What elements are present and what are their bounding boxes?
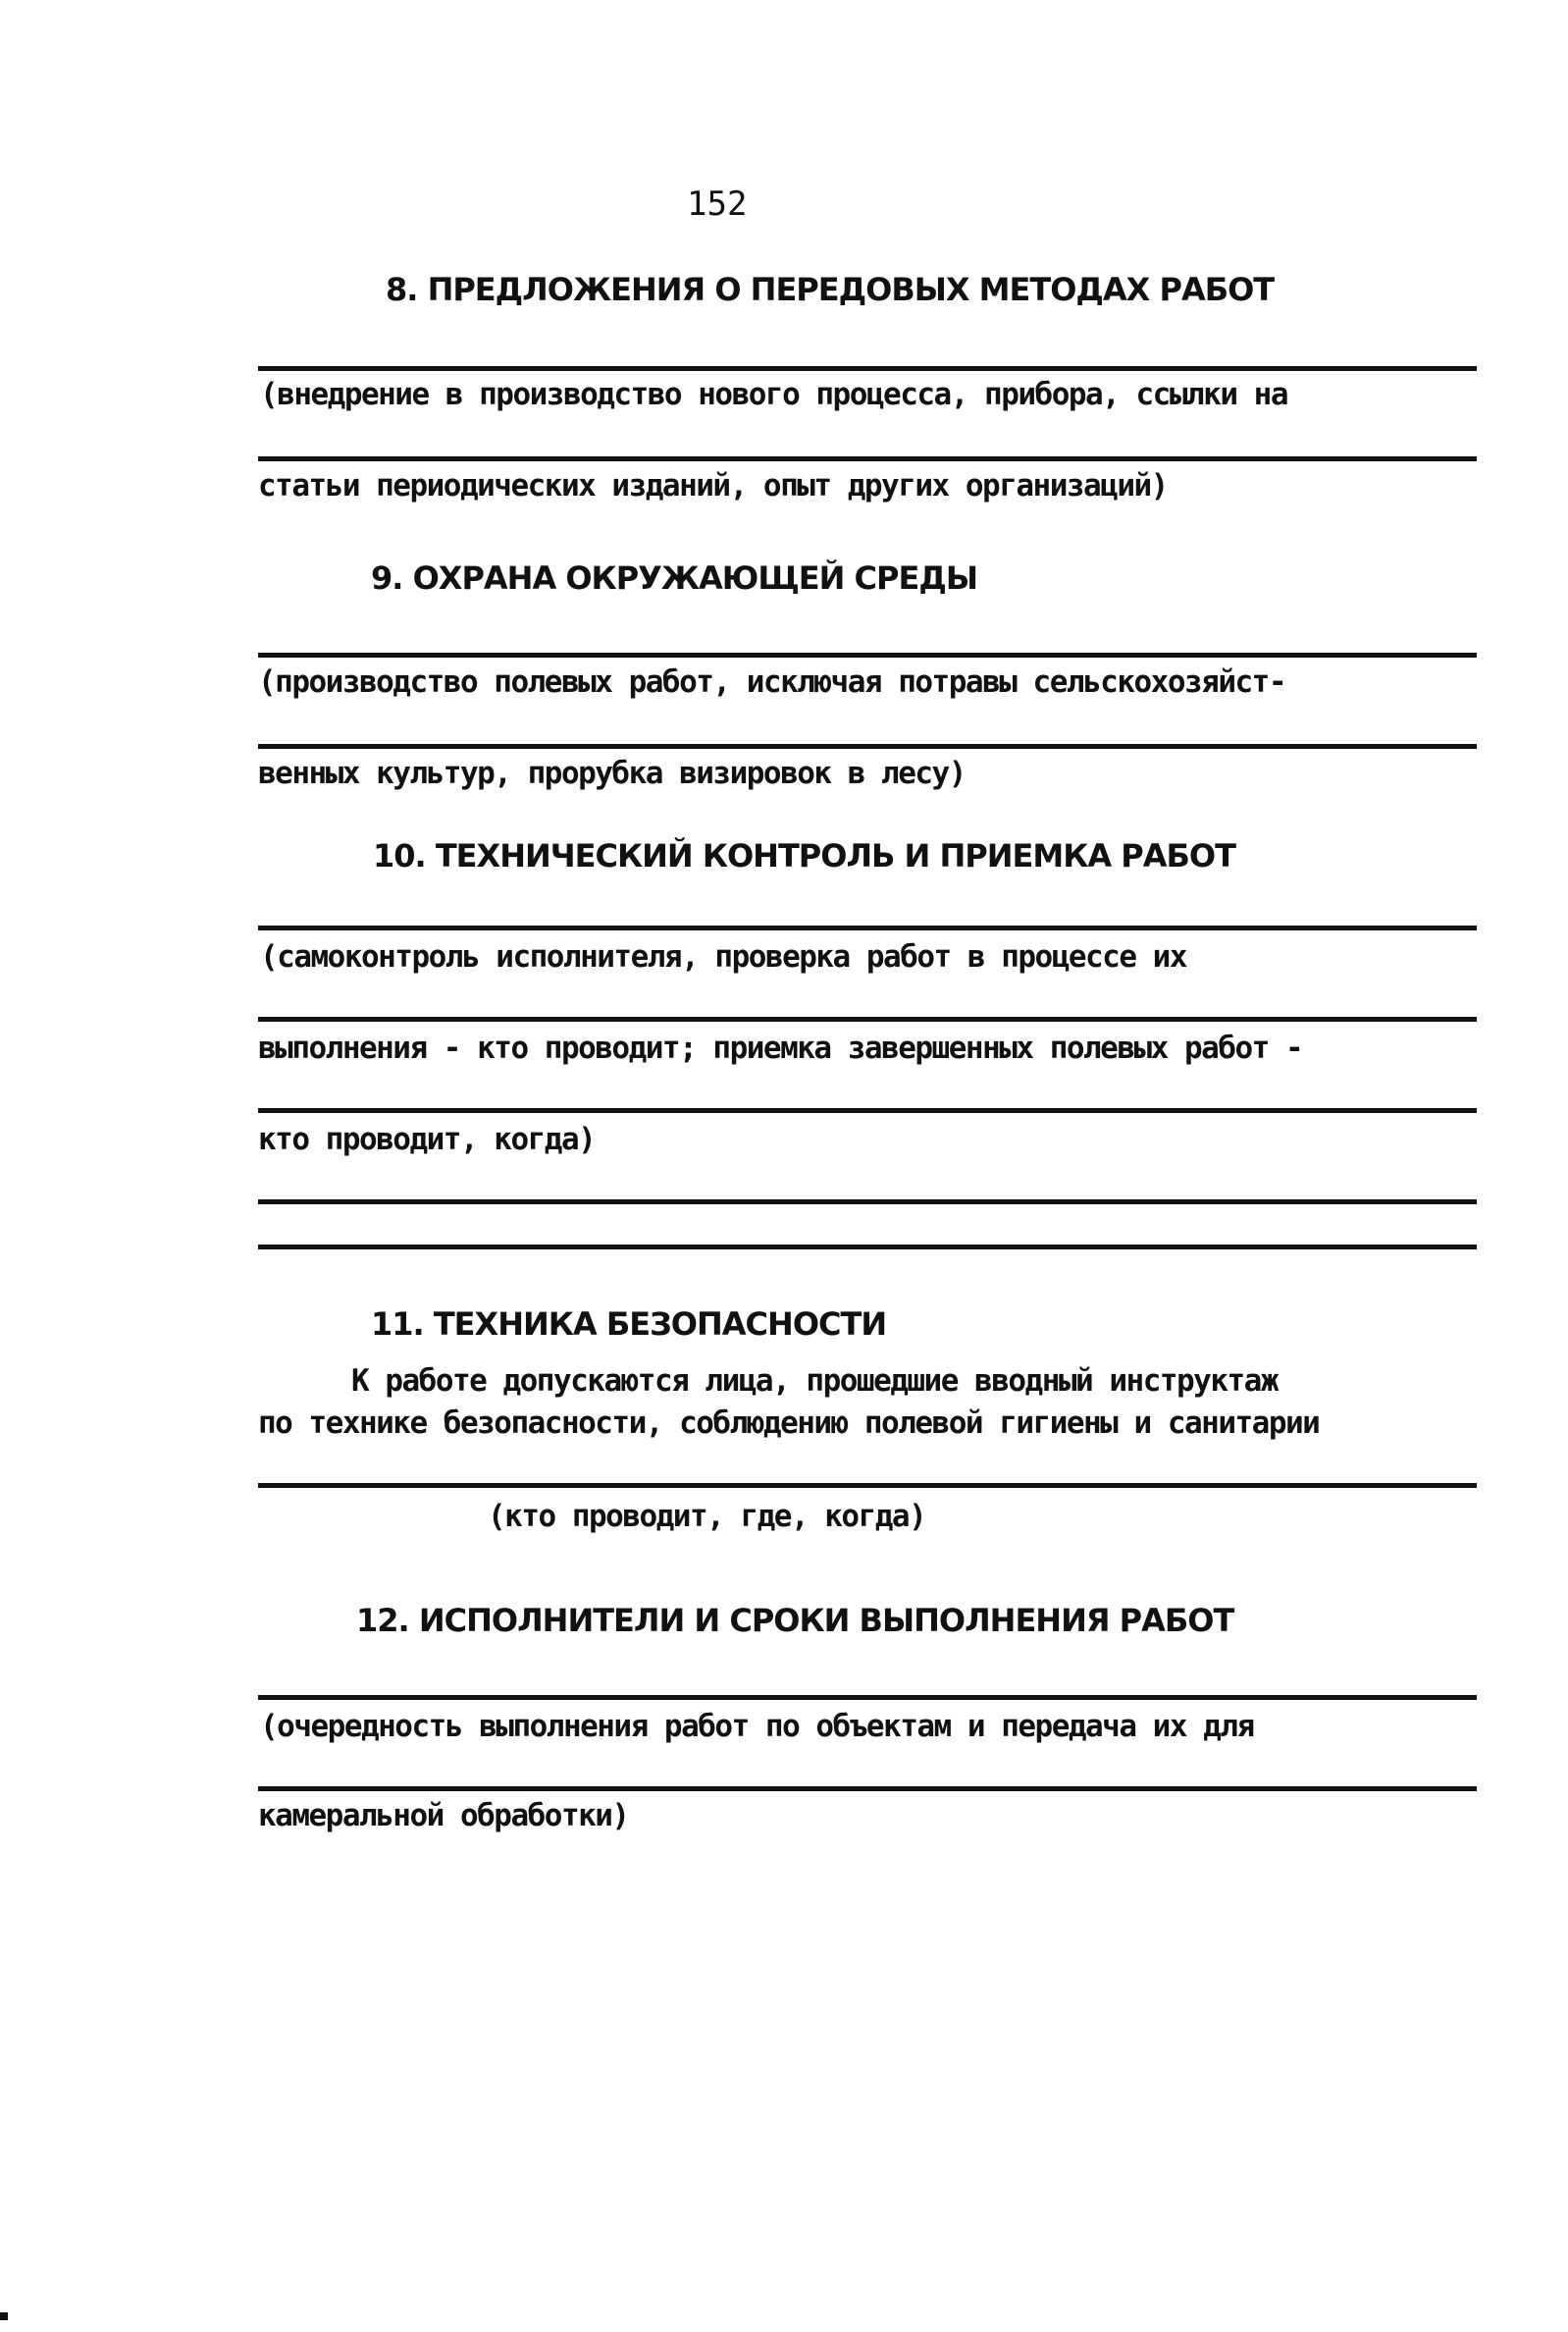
fill-in-line (258, 1199, 1477, 1204)
section-heading-10: 10. ТЕХНИЧЕСКИЙ КОНТРОЛЬ И ПРИЕМКА РАБОТ (373, 837, 1235, 874)
section-heading-9: 9. ОХРАНА ОКРУЖАЮЩЕЙ СРЕДЫ (371, 559, 977, 597)
hint-line: выполнения - кто проводит; приемка завершенных полевых работ - (258, 1031, 1303, 1066)
hint-line: камеральной обработки) (258, 1798, 629, 1833)
fill-in-line (258, 653, 1477, 658)
section-heading-11: 11. ТЕХНИКА БЕЗОПАСНОСТИ (371, 1305, 887, 1343)
fill-in-line (258, 456, 1477, 461)
hint-line: кто проводит, когда) (258, 1122, 596, 1157)
page-number: 152 (687, 185, 748, 224)
fill-in-line (258, 1695, 1477, 1700)
body-line: по технике безопасности, соблюдению полевой гигиены и санитарии (258, 1405, 1320, 1441)
section-heading-12: 12. ИСПОЛНИТЕЛИ И СРОКИ ВЫПОЛНЕНИЯ РАБОТ (356, 1602, 1234, 1639)
fill-in-line (258, 366, 1477, 371)
body-line: К работе допускаются лица, прошедшие вводный инструктаж (351, 1363, 1278, 1399)
hint-line: (производство полевых работ, исключая потравы сельскохозяйст- (258, 664, 1285, 700)
fill-in-line (258, 1483, 1477, 1488)
scan-speck (0, 2312, 8, 2320)
fill-in-line (258, 1786, 1477, 1791)
fill-in-line (258, 1245, 1477, 1249)
hint-line: (внедрение в производство нового процесса, прибора, ссылки на (260, 377, 1287, 412)
fill-in-line (258, 1017, 1477, 1022)
hint-line: венных культур, прорубка визировок в лесу) (258, 756, 966, 791)
fill-in-line (258, 926, 1477, 930)
hint-line: (очередность выполнения работ по объектам и передача их для (260, 1709, 1254, 1744)
fill-in-line (258, 744, 1477, 749)
hint-line: (кто проводит, где, когда) (488, 1499, 926, 1534)
hint-line: статьи периодических изданий, опыт других организаций) (258, 468, 1168, 504)
hint-line: (самоконтроль исполнителя, проверка работ в процессе их (260, 939, 1186, 975)
section-heading-8: 8. ПРЕДЛОЖЕНИЯ О ПЕРЕДОВЫХ МЕТОДАХ РАБОТ (386, 271, 1275, 308)
fill-in-line (258, 1108, 1477, 1113)
